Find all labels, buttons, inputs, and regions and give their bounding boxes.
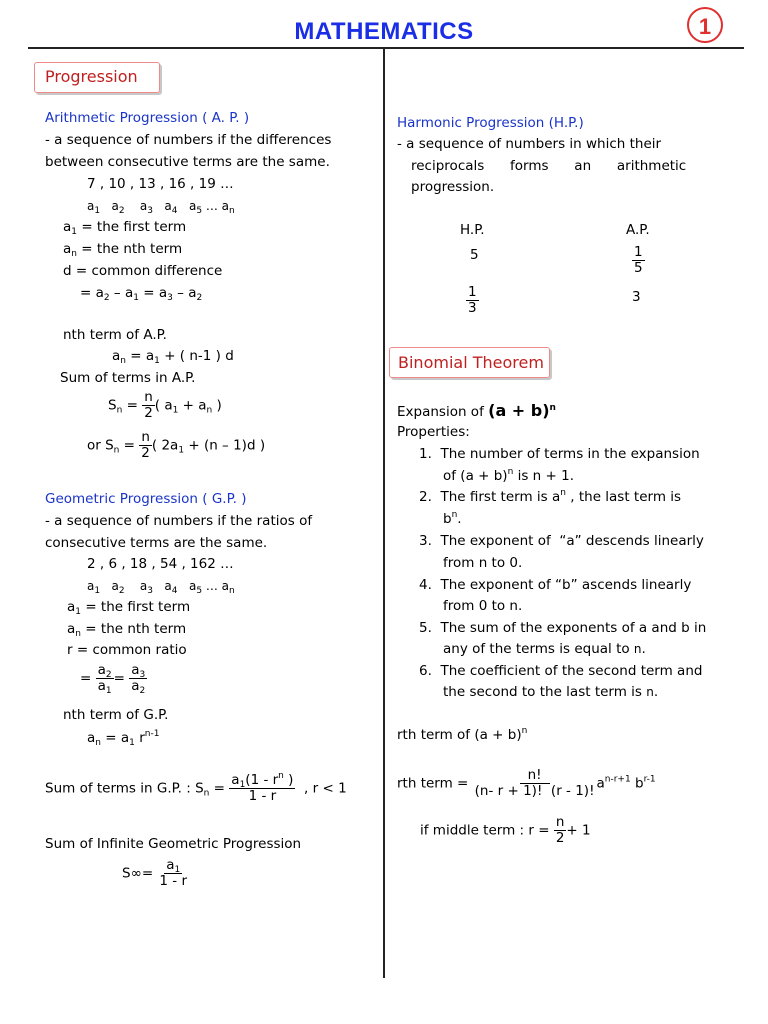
gp-infinite-formula: S∞= $\frac{a_1}{1 - r}$ [122,857,188,889]
ap-desc-line1: - a sequence of numbers if the differences [45,132,332,148]
hp-value-2: $\frac{1}{3}$ [468,284,477,316]
hp-desc-line1: - a sequence of numbers in which their [397,136,662,152]
ap-d-formula: = $a_2 - a_1 = a_3 - a_2$ [80,285,203,303]
gp-heading: Geometric Progression ( G.P. ) [45,491,247,507]
gp-example: 2 , 6 , 18 , 54 , 162 … [87,556,234,572]
hp-column-header: H.P. [460,222,485,238]
ap-heading: Arithmetic Progression ( A. P. ) [45,110,250,126]
property-6-line1: 6. The coefficient of the second term and [419,663,703,679]
gp-term-labels: $a_1$ $a_2$ $a_3$ $a_4$ $a_5$ … $a_n$ [87,579,235,596]
ap-term-labels: $a_1$ $a_2$ $a_3$ $a_4$ $a_5$ … $a_n$ [87,199,235,216]
ap-example: 7 , 10 , 13 , 16 , 19 … [87,176,234,192]
gp-sum-formula: Sum of terms in G.P. : $S_n$ = $\frac{a_1(1 - r^n )}{1 - r}$ , r < 1 [45,771,347,804]
property-1-line1: 1. The number of terms in the expansion [419,446,700,462]
properties-label: Properties: [397,424,470,440]
gp-a1-definition: $a_1$ = the first term [67,599,191,617]
hp-desc-line3: progression. [411,179,495,195]
ap-column-header: A.P. [626,222,650,238]
ap-an-definition: $a_n$ = the nth term [63,241,183,259]
header-divider [28,47,744,49]
gp-desc-line1: - a sequence of numbers if the ratios of [45,513,313,529]
ap-nth-label: nth term of A.P. [63,327,167,343]
ap-sum-formula: $S_n$ = $\frac{n}{2}$ ( $a_1 + a_n$ ) [108,389,222,421]
property-3-line2: from n to 0. [443,555,523,571]
ap-sum-formula-alt: or $S_n$ = $\frac{n}{2}$ ( $2a_1 + (n - 1)d$ ) [87,429,266,461]
ap-d-definition: d = common difference [63,263,223,279]
property-5-line2: any of the terms is equal to n. [443,641,646,657]
gp-an-definition: $a_n$ = the nth term [67,621,187,639]
gp-nth-label: nth term of G.P. [63,707,169,723]
rth-term-label: rth term of $(a + b)^n$ [397,726,528,743]
ap-desc-line2: between consecutive terms are the same. [45,154,330,170]
ap-sum-label: Sum of terms in A.P. [60,370,196,386]
property-4-line1: 4. The exponent of “b” ascends linearly [419,577,692,593]
hp-value-1: 5 [470,247,479,263]
hp-heading: Harmonic Progression (H.P.) [397,115,584,131]
middle-term-formula: if middle term : r = $\frac{n}{2}$ + 1 [420,814,591,846]
property-3-line1: 3. The exponent of “a” descends linearly [419,533,704,549]
ap-value-2: 3 [632,289,641,305]
property-6-line2: the second to the last term is n. [443,684,659,700]
ap-value-1: $\frac{1}{5}$ [634,244,643,276]
property-2-line1: 2. The first term is $a^n$ , the last term is [419,488,682,505]
gp-desc-line2: consecutive terms are the same. [45,535,268,551]
property-5-line1: 5. The sum of the exponents of a and b in [419,620,707,636]
progression-heading-text: Progression [45,67,138,86]
ap-a1-definition: $a_1$ = the first term [63,219,187,237]
column-divider [383,48,385,978]
binomial-expansion: Expansion of $(a + b)^n$ [397,401,556,420]
rth-term-formula: rth term = $\frac{n!}{(n- r + 1)! (r - 1)!}$ $a^{n-r+1}$ $b^{r-1}$ [397,767,656,799]
property-4-line2: from 0 to n. [443,598,523,614]
gp-infinite-label: Sum of Infinite Geometric Progression [45,836,302,852]
property-2-line2: $b^n$. [443,510,462,527]
hp-desc-line2: reciprocals forms an arithmetic [411,158,687,174]
binomial-heading-text: Binomial Theorem [398,353,544,372]
page-title: MATHEMATICS [294,18,474,45]
ap-nth-formula: $a_n = a_1$ + ( n-1 ) d [112,348,234,366]
gp-r-definition: r = common ratio [67,642,187,658]
gp-nth-formula: $a_n = a_1$ $r^{n-1}$ [87,729,160,748]
page-number-badge: 1 [687,7,723,43]
property-1-line2: of $(a + b)^n$ is n + 1. [443,467,574,484]
gp-r-formula: = $\frac{a_2}{a_1}$ = $\frac{a_3}{a_2}$ [80,662,146,696]
